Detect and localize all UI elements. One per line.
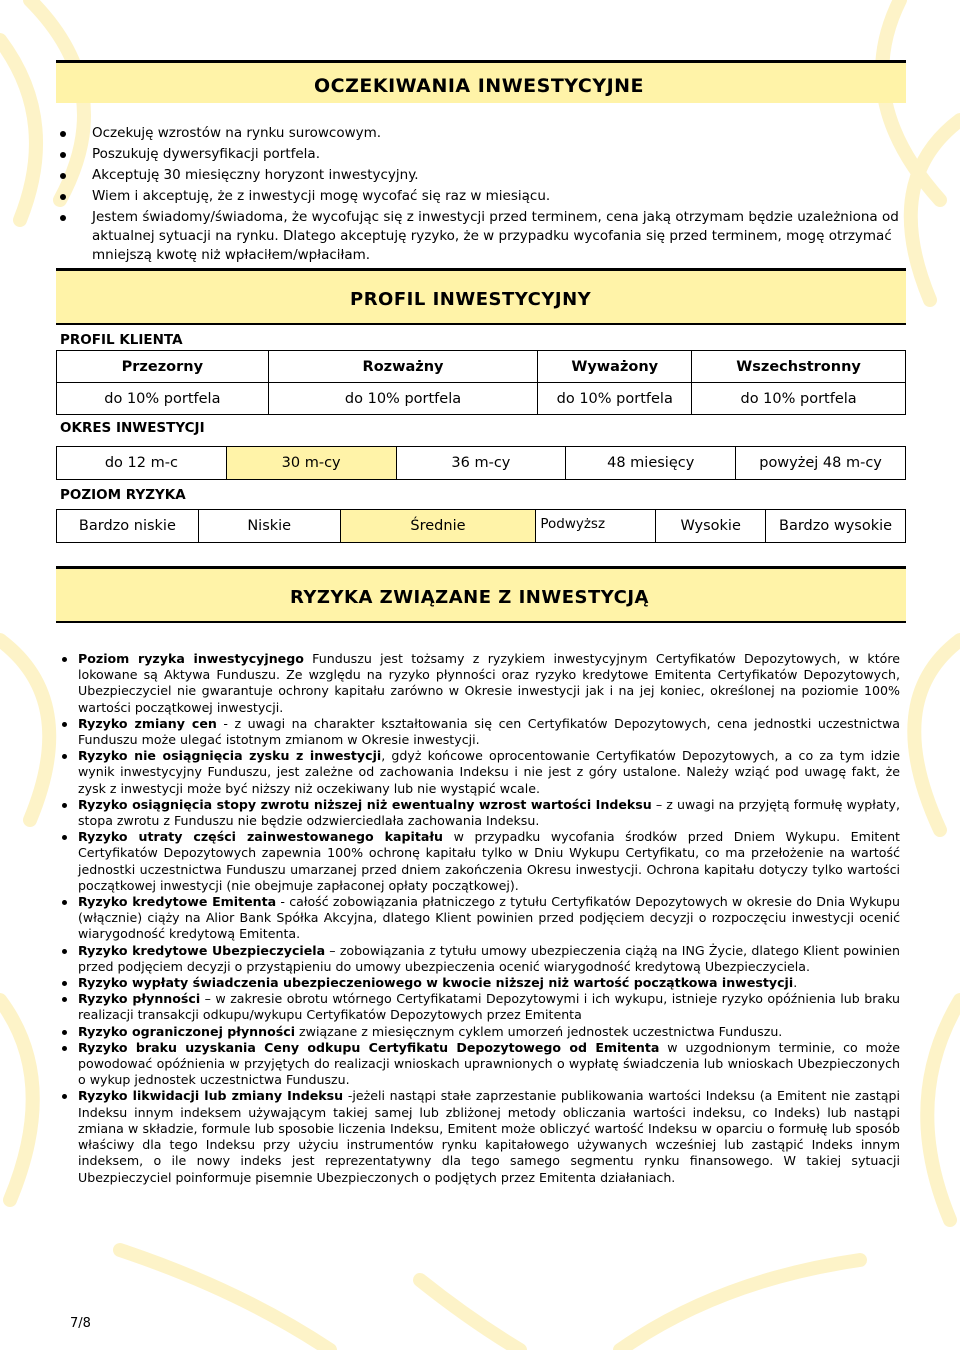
list-item: Ryzyko ograniczonej płynności związane z miesięcznym cyklem umorzeń jednostek uczestnictwa Funduszu. <box>78 1024 900 1040</box>
table-cell: Rozważny <box>268 351 538 383</box>
risks-list <box>78 651 900 1186</box>
bullet-icon <box>62 803 67 808</box>
table-cell: Wyważony <box>538 351 692 383</box>
table-cell: Wysokie <box>656 510 766 543</box>
list-item: Ryzyko likwidacji lub zmiany Indeksu -jeżeli nastąpi stałe zaprzestanie publikowania wartości Indeksu (a Emitent nie zastąpi Indeksu innym indeksem używającym takiej samej lub zbliżonej metody obliczania wartości indeksu, co Indeks) lub nastąpi zmiana w składzie, formule lub sposobie liczenia Indeksu, Emitent może obliczyć wartość Indeksu w oparciu o formułę lub sposób właściwy dla tego Indeksu przy użyciu instrumentów rynku kapitałowego używanych wcześniej lub zastąpić Indeks innym indeksem, o ile nowy indeks jest reprezentatywny dla tego samego segmentu rynku finansowego. W takiej sytuacji Ubezpieczyciel poinformuje pisemnie Ubezpieczonych o podjętych przez Emitenta działaniach. <box>78 1088 900 1185</box>
table-row <box>57 447 906 480</box>
list-item: Ryzyko nie osiągnięcia zysku z inwestycji, gdyż końcowe oprocentowanie Certyfikatów Depozytowych, a co za tym idzie wynik inwestycyjny Funduszu, jest zależne od zachowania Indeksu i nie jest z góry ustalone. Należy wziąć pod uwagę fakt, że zysk z inwestycji może być niższy niż oczekiwany lub nie wystąpić wcale. <box>78 748 900 797</box>
bullet-icon <box>60 131 66 137</box>
risks-title: RYZYKA ZWIĄZANE Z INWESTYCJĄ <box>290 587 649 608</box>
expectations-list <box>60 124 910 267</box>
list-item: Akceptuję 30 miesięczny horyzont inwestycyjny. <box>60 166 910 185</box>
table-cell: do 12 m-c <box>57 447 227 480</box>
table-cell: powyżej 48 m-cy <box>736 447 906 480</box>
table-row <box>57 383 906 415</box>
list-item: Poziom ryzyka inwestycyjnego Funduszu jest tożsamy z ryzykiem inwestycyjnym Certyfikatów Depozytowych, w które lokowane są Aktywa Funduszu. Ze względu na ryzyko płynności oraz ryzyko kredytowe Emitenta Certyfikatów Depozytowych, Ubezpieczyciel nie gwarantuje ochrony kapitału zarówno w Okresie inwestycji jak i na jej koniec, określonej na poziomie 100% wartości początkowej inwestycji. <box>78 651 900 716</box>
profile-title: PROFIL INWESTYCYJNY <box>350 289 592 310</box>
risk-level-label: POZIOM RYZYKA <box>60 487 186 503</box>
bullet-icon <box>62 949 67 954</box>
client-profile-table <box>56 350 906 415</box>
bullet-icon <box>60 152 66 158</box>
list-item: Ryzyko braku uzyskania Ceny odkupu Certyfikatu Depozytowego od Emitenta w uzgodnionym terminie, co może powodować opóźnienia w przyjętych do realizacji wnioskach uprawnionych o wypłatę świadczenia lub wnioskach Ubezpieczonych o wykup jednostek uczestnictwa Funduszu. <box>78 1040 900 1089</box>
bullet-icon <box>60 215 66 221</box>
list-item: Ryzyko płynności – w zakresie obrotu wtórnego Certyfikatami Depozytowymi i ich wykupu, istnieje ryzyko opóźnienia lub braku realizacji transakcji odkupu/wykupu Certyfikatów Depozytowych przez Emitenta <box>78 991 900 1023</box>
table-row <box>57 510 906 543</box>
table-cell-highlighted: 30 m-cy <box>226 447 396 480</box>
table-cell: Niskie <box>198 510 340 543</box>
table-cell: do 10% portfela <box>268 383 538 415</box>
table-cell: do 10% portfela <box>538 383 692 415</box>
table-row <box>57 351 906 383</box>
list-item: Jestem świadomy/świadoma, że wycofując się z inwestycji przed terminem, cena jaką otrzymam będzie uzależniona od aktualnej sytuacji na rynku. Dlatego akceptuję ryzyko, że w przypadku wycofania się przed terminem, mogę otrzymać mniejszą kwotę niż wpłaciłem/wpłaciłam. <box>60 208 910 265</box>
bullet-icon <box>62 1046 67 1051</box>
table-cell: 36 m-cy <box>396 447 566 480</box>
list-item: Ryzyko kredytowe Emitenta - całość zobowiązania płatniczego z tytułu Certyfikatów Depozytowych w okresie do Dnia Wykupu (włącznie) ciąży na Alior Bank Spółka Akcyjna, dlatego Klient powinien przed podjęciem decyzji o rozpoczęciu inwestycji ocenić wiarygodność kredytową Emitenta. <box>78 894 900 943</box>
profile-header <box>56 268 906 325</box>
bullet-icon <box>62 657 67 662</box>
table-cell: Bardzo niskie <box>57 510 199 543</box>
table-cell: 48 miesięcy <box>566 447 736 480</box>
client-profile-label: PROFIL KLIENTA <box>60 332 183 348</box>
list-item: Ryzyko osiągnięcia stopy zwrotu niższej niż ewentualny wzrost wartości Indeksu – z uwagi na przyjętą formułę wypłaty, stopa zwrotu z Funduszu nie będzie odzwierciedlała zachowania Indeksu. <box>78 797 900 829</box>
table-cell: Przezorny <box>57 351 269 383</box>
list-item: Poszukuję dywersyfikacji portfela. <box>60 145 910 164</box>
bullet-icon <box>62 722 67 727</box>
list-item: Ryzyko utraty części zainwestowanego kapitału w przypadku wycofania środków przed Dniem Wykupu. Emitent Certyfikatów Depozytowych zapewnia 100% ochronę kapitału tylko w Dniu Wykupu Certyfikatu, co ma przełożenie na wartość jednostki uczestnictwa Funduszu umarzanej przed dniem zakończenia Okresu inwestycji. Ochrona kapitału dotyczy tylko wartości początkowej inwestycji (nie obejmuje zapłaconej opłaty początkowej). <box>78 829 900 894</box>
expectations-title: OCZEKIWANIA INWESTYCYJNE <box>314 75 645 97</box>
risk-level-table <box>56 509 906 543</box>
bullet-icon <box>62 1030 67 1035</box>
table-cell: do 10% portfela <box>692 383 906 415</box>
list-item: Ryzyko kredytowe Ubezpieczyciela – zobowiązania z tytułu umowy ubezpieczenia ciążą na ING Życie, dlatego Klient powinien przed podjęciem decyzji o przystąpieniu do umowy ubezpieczenia ocenić wiarygodność kredytową Ubezpieczyciela. <box>78 943 900 975</box>
list-item: Oczekuję wzrostów na rynku surowcowym. <box>60 124 910 143</box>
investment-period-label: OKRES INWESTYCJI <box>60 420 205 436</box>
table-cell: Bardzo wysokie <box>766 510 906 543</box>
bullet-icon <box>60 194 66 200</box>
page-number: 7/8 <box>70 1316 91 1331</box>
table-cell-highlighted: Średnie <box>340 510 536 543</box>
bullet-icon <box>60 173 66 179</box>
table-cell: Podwyższ <box>536 510 656 543</box>
investment-period-table <box>56 446 906 480</box>
list-item: Wiem i akceptuję, że z inwestycji mogę wycofać się raz w miesiącu. <box>60 187 910 206</box>
risks-header <box>56 566 906 623</box>
table-cell: Wszechstronny <box>692 351 906 383</box>
list-item: Ryzyko wypłaty świadczenia ubezpieczeniowego w kwocie niższej niż wartość początkowa inwestycji. <box>78 975 900 991</box>
table-cell: do 10% portfela <box>57 383 269 415</box>
list-item: Ryzyko zmiany cen - z uwagi na charakter kształtowania się cen Certyfikatów Depozytowych, cena jednostki uczestnictwa Funduszu może ulegać istotnym zmianom w Okresie inwestycji. <box>78 716 900 748</box>
expectations-header <box>56 60 906 103</box>
